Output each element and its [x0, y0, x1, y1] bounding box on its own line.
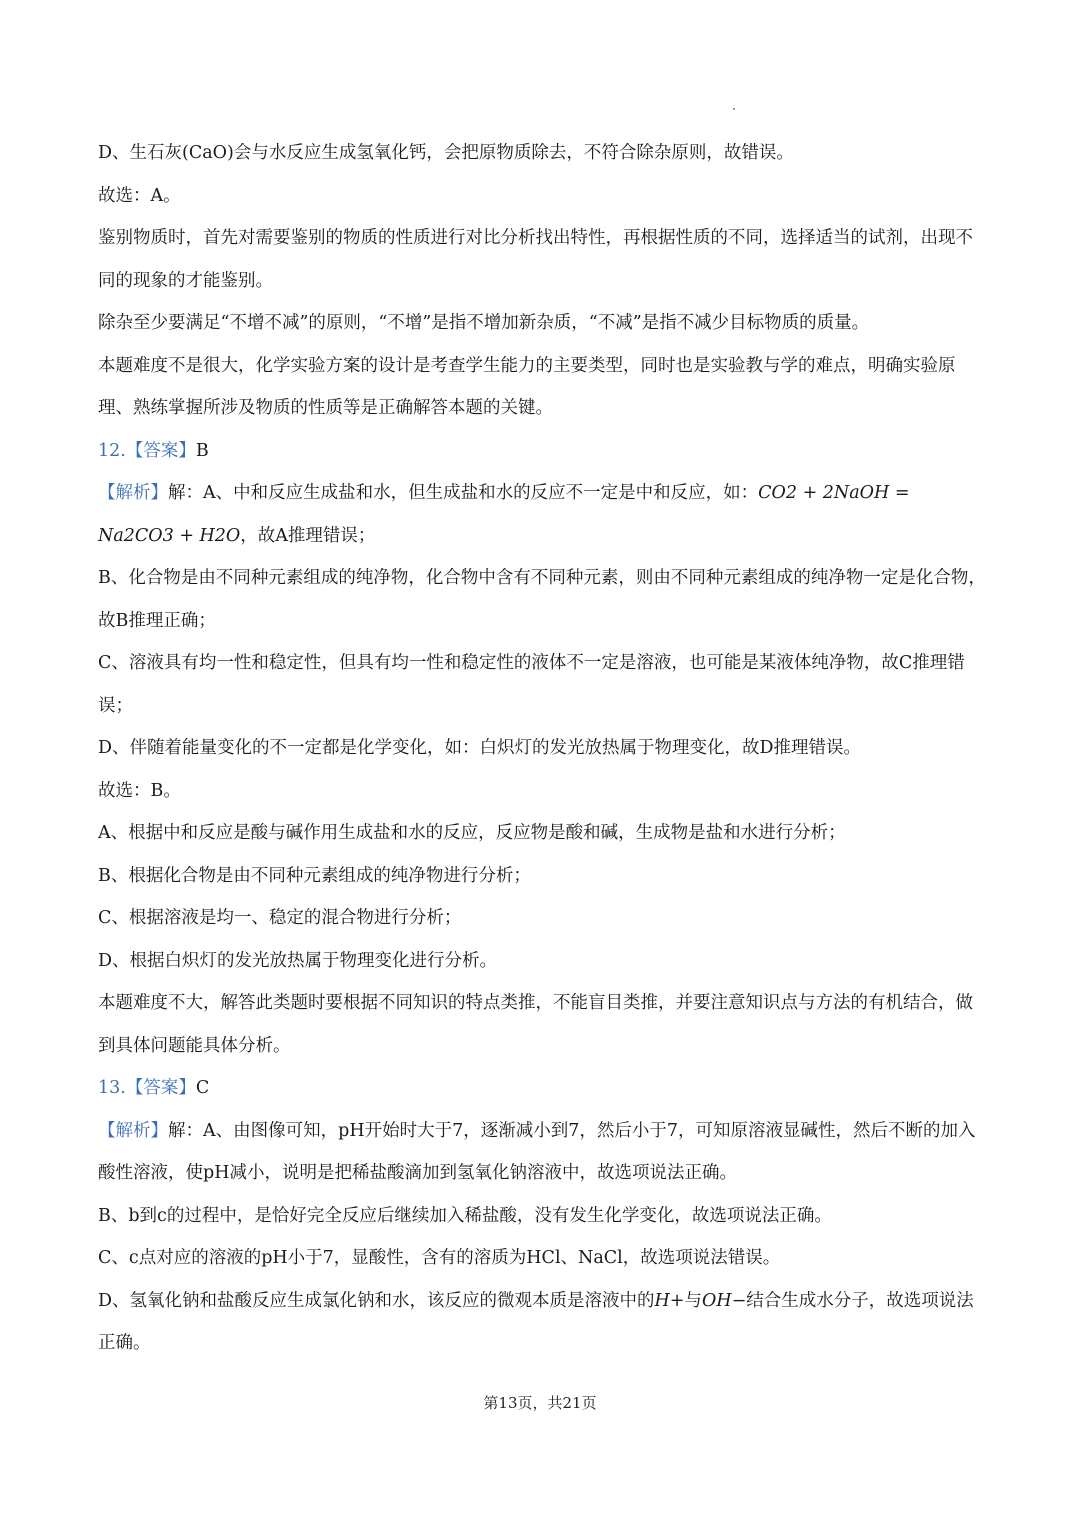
- document-body: [98, 132, 988, 1365]
- paragraph: B、b到c的过程中，是恰好完全反应后继续加入稀盐酸，没有发生化学变化，故选项说法正确。: [98, 1205, 832, 1226]
- analysis-tag: 【解析】: [98, 1120, 168, 1141]
- paragraph: B、化合物是由不同种元素组成的纯净物，化合物中含有不同种元素，则由不同种元素组成的纯净物一定是化合物，故B推理正确；: [98, 568, 986, 631]
- question-number: 12.: [98, 440, 126, 461]
- question-12-analysis: [98, 472, 988, 557]
- paragraph: C、溶液具有均一性和稳定性，但具有均一性和稳定性的液体不一定是溶液，也可能是某液体纯净物，故C推理错误；: [98, 653, 965, 716]
- chemical-equation: CO2 + 2NaOH = Na2CO3 + H2O: [98, 483, 910, 546]
- paragraph: A、根据中和反应是酸与碱作用生成盐和水的反应，反应物是酸和碱，生成物是盐和水进行分析；: [98, 823, 846, 843]
- item-d-suffix: 结合生成水分子，故选项说法正确。: [98, 1290, 974, 1353]
- analysis-intro: 解：A、由图像可知，pH开始时大于7，逐渐减小到7，然后小于7，可知原溶液显碱性，然后不断的加入酸性溶液，使pH减小，说明是把稀盐酸滴加到氢氧化钠溶液中，故选项说法正确。: [98, 1120, 976, 1183]
- analysis-tag: 【解析】: [98, 483, 168, 503]
- question-13-analysis: [98, 1110, 988, 1195]
- paragraph: D、生石灰(CaO)会与水反应生成氢氧化钙，会把原物质除去，不符合除杂原则，故错误。: [98, 143, 794, 163]
- item-d-mid: 与: [684, 1290, 702, 1311]
- answer-tag: 【答案】: [125, 1078, 196, 1098]
- paragraph: D、伴随着能量变化的不一定都是化学变化，如：白炽灯的发光放热属于物理变化，故D推理错误。: [98, 738, 862, 758]
- item-d-prefix: D、氢氧化钠和盐酸反应生成氯化钠和水，该反应的微观本质是溶液中的: [98, 1290, 655, 1311]
- scan-speck: [733, 108, 735, 110]
- paragraph: 鉴别物质时，首先对需要鉴别的物质的性质进行对比分析找出特性，再根据性质的不同，选择适当的试剂，出现不同的现象的才能鉴别。: [98, 228, 973, 291]
- paragraph: 本题难度不大，解答此类题时要根据不同知识的特点类推，不能盲目类推，并要注意知识点与方法的有机结合，做到具体问题能具体分析。: [98, 993, 973, 1056]
- hydrogen-ion: H+: [654, 1290, 685, 1311]
- paragraph: 本题难度不是很大，化学实验方案的设计是考查学生能力的主要类型，同时也是实验教与学的难点，明确实验原理、熟练掌握所涉及物质的性质等是正确解答本题的关键。: [98, 355, 956, 418]
- paragraph: C、c点对应的溶液的pH小于7，显酸性，含有的溶质为HCl、NaCl，故选项说法错误。: [98, 1248, 781, 1268]
- question-13-item-d: [98, 1280, 988, 1365]
- paragraph: B、根据化合物是由不同种元素组成的纯净物进行分析；: [98, 865, 531, 886]
- answer-value: C: [195, 1078, 210, 1098]
- paragraph: 故选：B。: [98, 780, 181, 801]
- hydroxide-ion: OH−: [701, 1290, 747, 1311]
- analysis-tail: ，故A推理错误；: [240, 525, 376, 546]
- question-number: 13.: [98, 1078, 126, 1098]
- page-footer: 第13页，共21页: [483, 1394, 597, 1412]
- question-13-answer: [98, 1067, 988, 1110]
- paragraph: 除杂至少要满足“不增不减”的原则，“不增”是指不增加新杂质，“不减”是指不减少目标物质的质量。: [98, 313, 870, 333]
- paragraph: 故选：A。: [98, 185, 181, 206]
- question-12-answer: [98, 430, 988, 473]
- paragraph: C、根据溶液是均一、稳定的混合物进行分析；: [98, 908, 462, 928]
- answer-value: B: [195, 440, 209, 461]
- answer-tag: 【答案】: [125, 440, 196, 461]
- paragraph: D、根据白炽灯的发光放热属于物理变化进行分析。: [98, 950, 498, 971]
- analysis-intro: 解：A、中和反应生成盐和水，但生成盐和水的反应不一定是中和反应，如：: [168, 483, 759, 503]
